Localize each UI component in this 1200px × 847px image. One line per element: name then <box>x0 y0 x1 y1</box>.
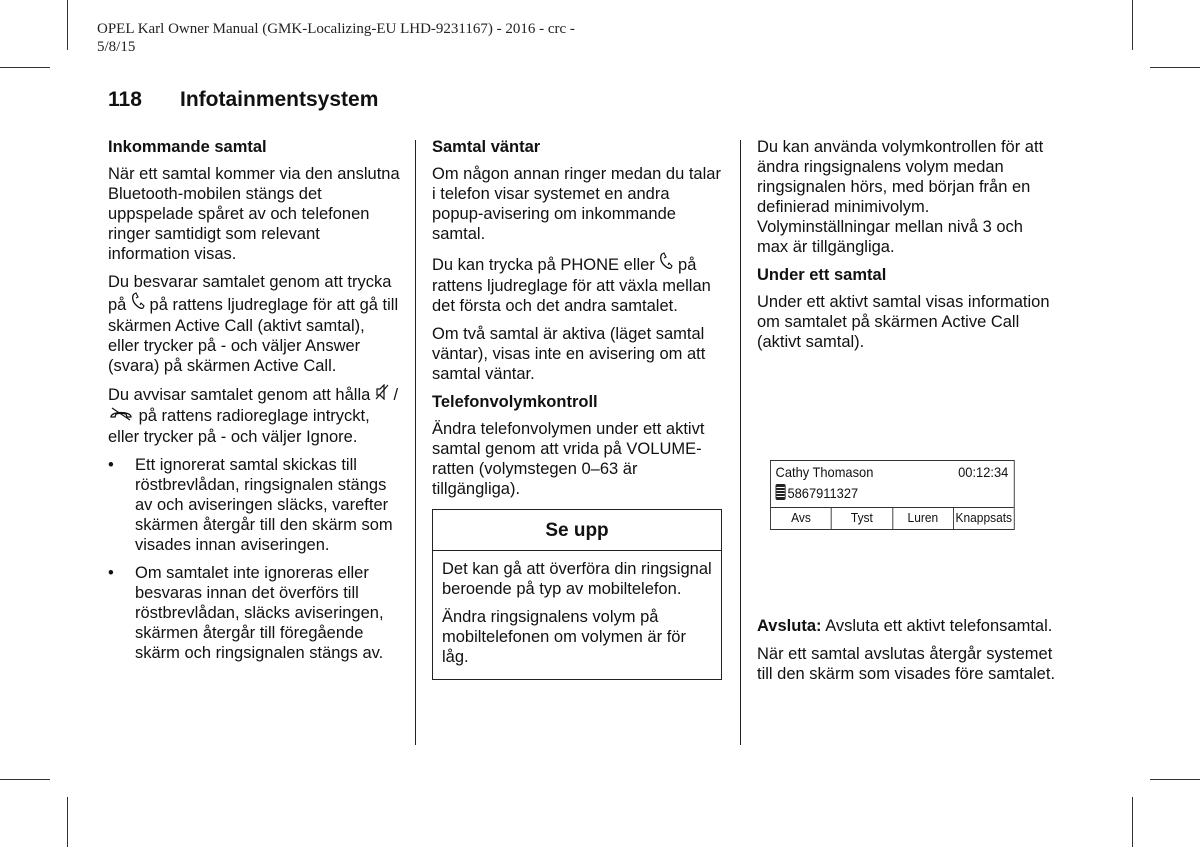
caution-body <box>433 551 721 679</box>
crop-mark <box>0 779 50 780</box>
paragraph <box>108 272 400 376</box>
column-3-bottom <box>757 616 1057 692</box>
crop-mark <box>1132 0 1133 50</box>
column-divider <box>415 140 416 745</box>
section-heading: Samtal väntar <box>432 138 541 156</box>
caution-box <box>432 509 722 680</box>
header-line-2: 5/8/15 <box>97 39 136 55</box>
paragraph-text: Du avvisar samtalet genom att hålla <box>108 386 371 404</box>
separator-text: / <box>393 386 399 404</box>
term-text: Avsluta ett aktivt telefonsamtal. <box>825 617 1053 635</box>
page-heading <box>108 88 378 112</box>
paragraph: Om två samtal är aktiva (läget samtal väntar), visas inte en avisering om att samtal väntar. <box>432 325 706 383</box>
section-heading: Telefonvolymkontroll <box>432 393 598 411</box>
paragraph-text: Du kan trycka på PHONE eller <box>432 256 655 274</box>
call-button-bar <box>771 507 1014 529</box>
column-1 <box>108 137 400 671</box>
handset-button[interactable]: Luren <box>893 508 954 529</box>
caller-number-row <box>776 484 859 501</box>
caution-title: Se upp <box>433 510 721 551</box>
crop-mark <box>1132 797 1133 847</box>
paragraph: Ändra ringsignalens volym på mobiltelefonen om volymen är för låg. <box>442 608 686 666</box>
crop-mark <box>0 67 50 68</box>
column-2 <box>432 137 724 680</box>
paragraph: Under ett aktivt samtal visas information om samtalet på skärmen Active Call (aktivt samtal). <box>757 293 1050 351</box>
end-call-button[interactable]: Avs <box>771 508 832 529</box>
paragraph-text: på rattens ljudreglage för att gå till skärmen Active Call (aktivt samtal), eller trycker på - och väljer Answer (svara) på skärmen Active Call. <box>108 296 399 375</box>
bullet-list <box>108 455 400 663</box>
paragraph <box>432 252 724 316</box>
crop-mark <box>67 797 68 847</box>
page-number: 118 <box>108 88 142 111</box>
column-divider <box>740 140 741 745</box>
paragraph: När ett samtal avslutas återgår systemet till den skärm som visades före samtalet. <box>757 645 1056 683</box>
crop-mark <box>1150 67 1200 68</box>
active-call-screen <box>770 460 1015 530</box>
section-heading: Under ett samtal <box>757 266 887 284</box>
paragraph: Om någon annan ringer medan du talar i telefon visar systemet en andra popup-avisering om inkommande samtal. <box>432 165 721 243</box>
header-line-1: OPEL Karl Owner Manual (GMK-Localizing-EU LHD-9231167) - 2016 - crc - <box>97 21 575 37</box>
paragraph <box>108 384 400 447</box>
hang-up-icon <box>108 407 134 427</box>
document-header <box>97 20 657 56</box>
section-heading: Inkommande samtal <box>108 138 267 156</box>
paragraph-text: Du besvarar samtalet genom att trycka på <box>108 273 392 314</box>
call-timer: 00:12:34 <box>958 464 1009 480</box>
phone-handset-icon <box>131 292 145 316</box>
caller-number: 5867911327 <box>787 485 859 501</box>
term-label: Avsluta: <box>757 617 822 635</box>
paragraph: Det kan gå att överföra din ringsignal beroende på typ av mobiltelefon. <box>442 560 712 598</box>
mute-button[interactable]: Tyst <box>832 508 893 529</box>
crop-mark <box>67 0 68 50</box>
caller-name: Cathy Thomason <box>775 464 874 480</box>
paragraph <box>757 616 1057 636</box>
column-3 <box>757 137 1057 360</box>
paragraph-text: på rattens ljudreglage för att växla mellan det första och det andra samtalet. <box>432 256 711 315</box>
keypad-button[interactable]: Knappsats <box>955 510 1013 525</box>
crop-mark <box>1150 779 1200 780</box>
paragraph: När ett samtal kommer via den anslutna Bluetooth-mobilen stängs det uppspelade spåret av och telefonen ringer samtidigt som relevant information visas. <box>108 165 400 263</box>
mobile-phone-icon <box>776 484 786 500</box>
list-item: • Ett ignorerat samtal skickas till röstbrevlådan, ringsignalen stängs av och aviseringen släcks, varefter skärmen återgår till den skärm som visades innan aviseringen. <box>108 455 400 555</box>
paragraph: Ändra telefonvolymen under ett aktivt samtal genom att vrida på VOLUME-ratten (volymstegen 0–63 är tillgängliga). <box>432 420 705 498</box>
phone-handset-icon <box>659 252 673 276</box>
paragraph: Du kan använda volymkontrollen för att ändra ringsignalens volym medan ringsignalen hörs, med början från en definierad minimivolym. Volyminställningar mellan nivå 3 och max är tillgängliga. <box>757 138 1044 256</box>
page-title: Infotainmentsystem <box>180 88 379 111</box>
mute-icon <box>375 384 389 406</box>
list-item: • Om samtalet inte ignoreras eller besvaras innan det överförs till röstbrevlådan, släcks aviseringen, skärmen återgår till föregående skärm och ringsignalen stängs av. <box>108 563 400 663</box>
paragraph-text: på rattens radioreglage intryckt, eller trycker på - och väljer Ignore. <box>108 407 370 446</box>
